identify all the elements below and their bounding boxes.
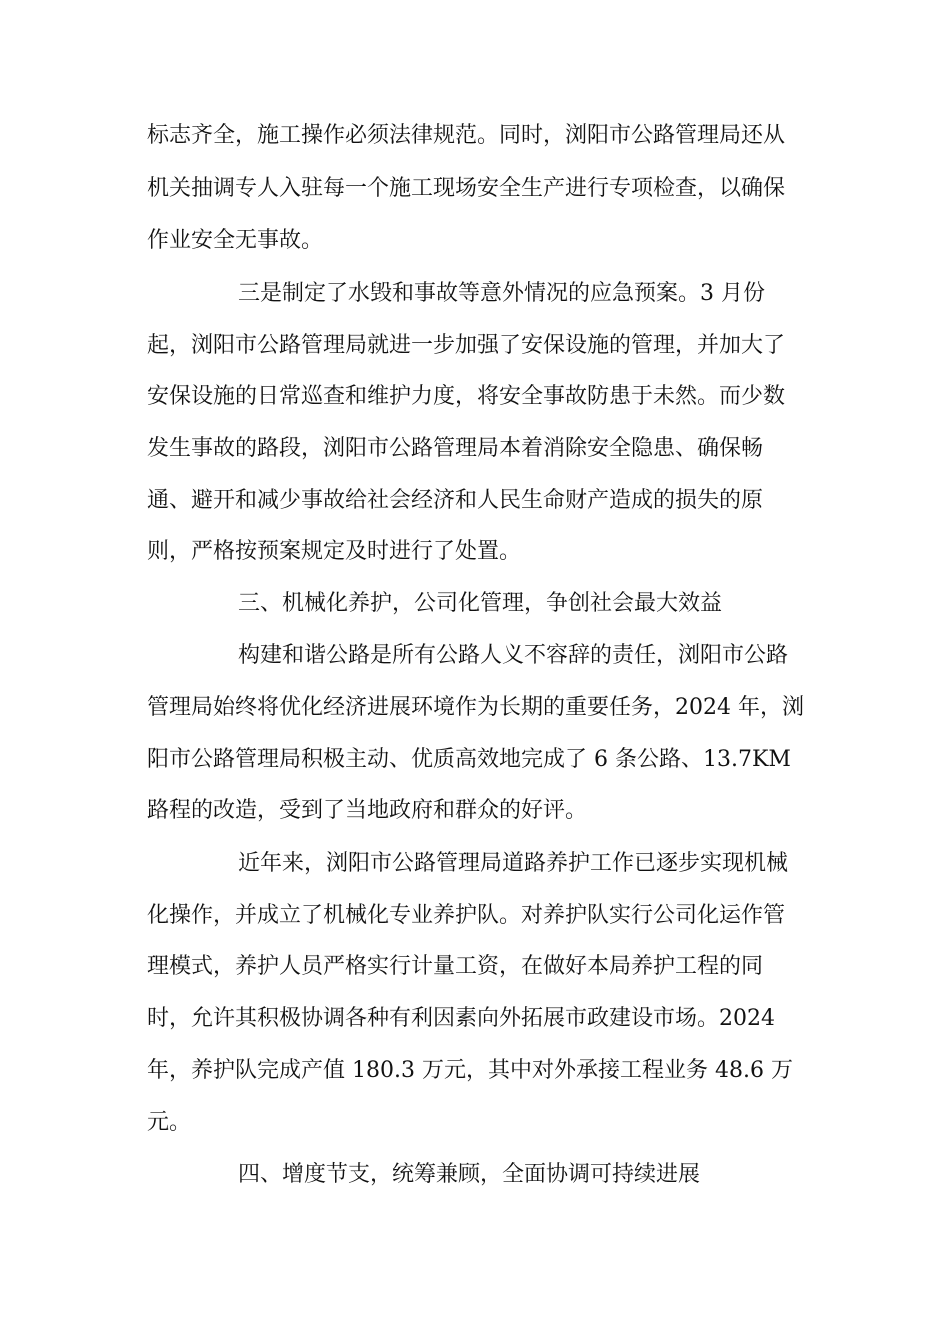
text-line: 阳市公路管理局积极主动、优质高效地完成了 6 条公路、13.7KM (147, 747, 791, 772)
text-line: 化操作，并成立了机械化专业养护队。对养护队实行公司化运作管 (147, 903, 786, 928)
text-line: 发生事故的路段，浏阳市公路管理局本着消除安全隐患、确保畅 (147, 436, 764, 461)
text-line: 机关抽调专人入驻每一个施工现场安全生产进行专项检查，以确保 (147, 176, 786, 201)
text-line: 标志齐全，施工操作必须法律规范。同时，浏阳市公路管理局还从 (147, 123, 786, 148)
text-line: 时，允许其积极协调各种有利因素向外拓展市政建设市场。2024 (147, 1006, 775, 1031)
text-line: 起，浏阳市公路管理局就进一步加强了安保设施的管理，并加大了 (147, 333, 786, 358)
paragraph-first-line: 三是制定了水毁和事故等意外情况的应急预案。3 月份 (238, 281, 765, 306)
paragraph-first-line: 构建和谐公路是所有公路人义不容辞的责任，浏阳市公路 (238, 643, 789, 668)
text-line: 年，养护队完成产值 180.3 万元，其中对外承接工程业务 48.6 万 (147, 1058, 793, 1083)
text-line: 安保设施的日常巡查和维护力度，将安全事故防患于未然。而少数 (147, 384, 786, 409)
text-line: 理模式，养护人员严格实行计量工资，在做好本局养护工程的同 (147, 954, 764, 979)
paragraph-first-line: 近年来，浏阳市公路管理局道路养护工作已逐步实现机械 (238, 851, 789, 876)
text-line: 通、避开和减少事故给社会经济和人民生命财产造成的损失的原 (147, 488, 764, 513)
text-line: 管理局始终将优化经济进展环境作为长期的重要任务，2024 年，浏 (147, 695, 804, 720)
text-line: 则，严格按预案规定及时进行了处置。 (147, 539, 522, 564)
section-heading-4: 四、增度节支，统筹兼顾，全面协调可持续进展 (238, 1162, 701, 1187)
text-line: 作业安全无事故。 (147, 228, 324, 253)
section-heading-3: 三、机械化养护，公司化管理，争创社会最大效益 (238, 591, 723, 616)
text-line: 元。 (147, 1110, 192, 1135)
text-line: 路程的改造，受到了当地政府和群众的好评。 (147, 798, 588, 823)
